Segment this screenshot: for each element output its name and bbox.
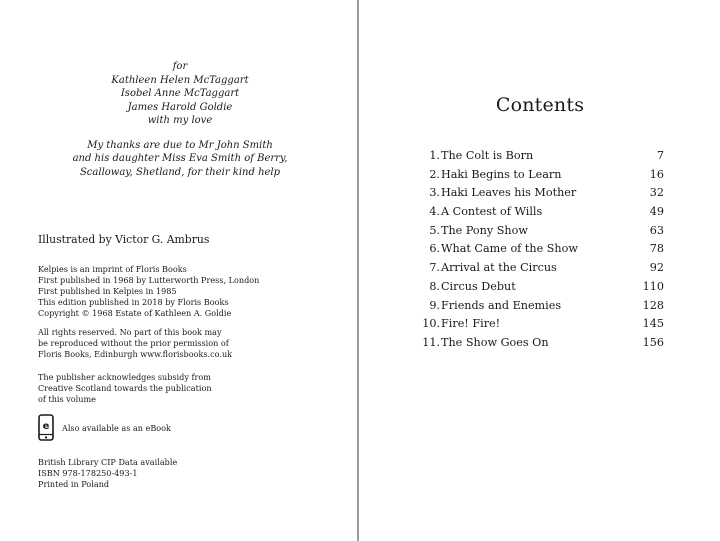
page-number: 110 [642,279,664,293]
imprint-cataloguing [38,457,177,490]
imprint-line: be reproduced without the prior permission of [38,338,229,348]
toc-entry [424,315,664,334]
page-number: 128 [642,298,664,312]
toc-entry [424,166,664,185]
chapter-title: Fire! Fire! [441,317,501,331]
page-number: 145 [642,317,664,331]
toc-entry [424,147,664,166]
acknowledgement [60,139,300,180]
acknowledgement-line: My thanks are due to Mr John Smith [87,139,273,151]
chapter-title: Arrival at the Circus [441,261,557,275]
acknowledgement-line: Scalloway, Shetland, for their kind help [79,166,281,178]
chapter-title: Haki Leaves his Mother [441,186,577,200]
page-number: 49 [649,205,664,219]
chapter-number: 9. [429,298,440,312]
ebook-notice [38,414,171,441]
imprint-rights [38,327,232,360]
chapter-number: 4. [429,205,440,219]
page-number: 156 [642,335,664,349]
toc-entry [424,240,664,259]
dedication-lines [60,60,300,128]
imprint-line: All rights reserved. No part of this book may [38,327,222,337]
imprint-line: Copyright © 1968 Estate of Kathleen A. Goldie [38,308,232,318]
imprint-line: This edition published in 2018 by Floris Books [38,297,229,307]
contents-heading: Contents [495,94,585,116]
dedication [60,60,300,179]
imprint-line: First published in 1968 by Lutterworth Press, London [38,275,260,285]
page-number: 78 [649,242,664,256]
dedication-line: James Harold Goldie [127,101,233,113]
copyright-page [0,0,358,541]
chapter-number: 11. [422,335,440,349]
page-number: 7 [656,149,664,162]
chapter-title: What Came of the Show [441,242,578,256]
chapter-title: The Colt is Born [441,149,534,162]
imprint-line: ISBN 978-178250-493-1 [38,468,138,478]
chapter-number: 8. [429,279,440,293]
page-number: 63 [649,223,664,237]
svg-text:e: e [42,421,50,432]
imprint-subsidy [38,372,212,405]
imprint-line: Kelpies is an imprint of Floris Books [38,264,187,274]
imprint-line: Floris Books, Edinburgh www.florisbooks.co.uk [38,349,233,359]
chapter-number: 6. [429,242,440,256]
dedication-line: for [172,61,188,72]
chapter-number: 5. [429,223,440,237]
illustrator-credit: Illustrated by Victor G. Ambrus [38,233,210,246]
ebook-label: Also available as an eBook [62,422,171,433]
page-number: 16 [649,167,664,181]
page-number: 92 [649,261,664,275]
table-of-contents [424,147,664,353]
dedication-line: with my love [147,115,213,126]
chapter-title: The Show Goes On [441,335,549,349]
ebook-icon [38,414,54,441]
toc-entry [424,222,664,241]
imprint-line: The publisher acknowledges subsidy from [38,372,211,382]
chapter-title: A Contest of Wills [441,205,543,219]
chapter-title: Haki Begins to Learn [441,167,562,181]
chapter-number: 10. [422,317,440,331]
imprint-line: First published in Kelpies in 1985 [38,286,177,296]
imprint-line: British Library CIP Data available [38,457,178,467]
toc-entry [424,259,664,278]
acknowledgement-line: and his daughter Miss Eva Smith of Berry, [72,153,288,164]
contents-page [360,0,720,541]
chapter-title: The Pony Show [441,223,528,237]
toc-entry [424,297,664,316]
dedication-line: Isobel Anne McTaggart [120,88,240,99]
imprint-line: Printed in Poland [38,479,110,489]
toc-entry [424,278,664,297]
chapter-number: 3. [429,186,440,200]
chapter-number: 7. [429,261,440,275]
imprint-line: Creative Scotland towards the publication [38,383,212,393]
toc-entry [424,184,664,203]
chapter-number: 2. [429,167,440,181]
toc-entry [424,334,664,353]
chapter-title: Circus Debut [441,279,516,293]
chapter-number: 1. [429,149,440,162]
imprint-line: of this volume [38,394,96,404]
page-gutter [357,0,359,541]
toc-entry [424,203,664,222]
chapter-title: Friends and Enemies [441,298,562,312]
page-number: 32 [649,186,664,200]
imprint-publication-history [38,264,259,319]
dedication-line: Kathleen Helen McTaggart [111,74,249,86]
